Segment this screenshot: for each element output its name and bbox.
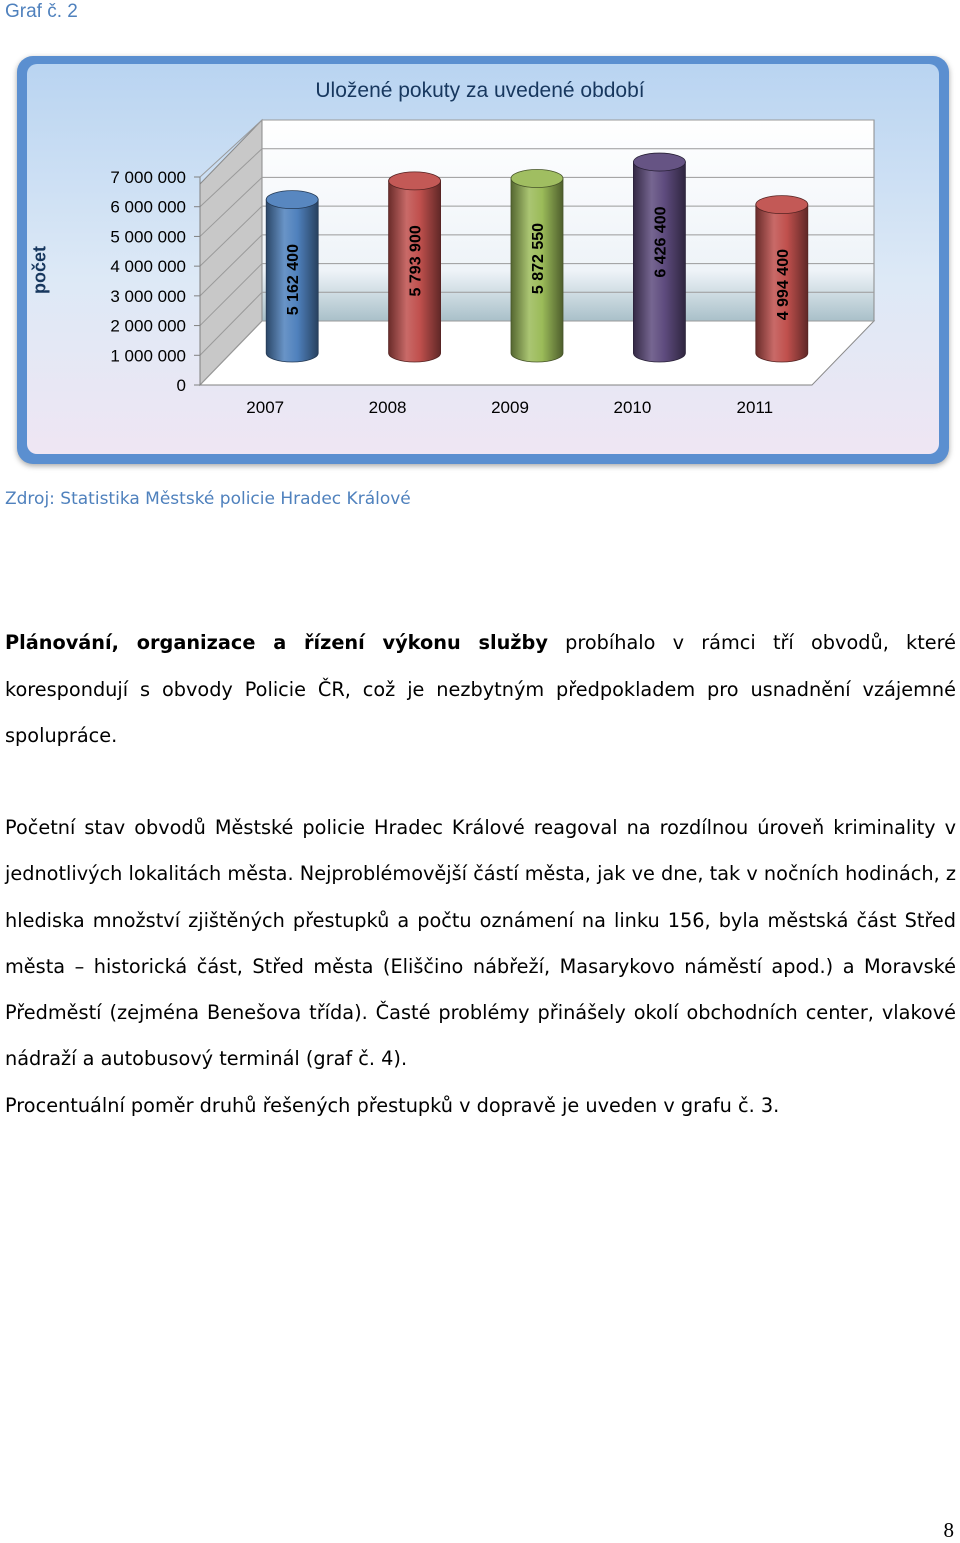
x-tick-label: 2008: [368, 398, 407, 417]
y-tick-label: 6 000 000: [110, 197, 186, 217]
bar-chart: [0, 0, 960, 480]
data-label-2010: 6 426 400: [652, 206, 670, 278]
x-tick-label: 2007: [246, 398, 285, 417]
y-tick-label: 5 000 000: [110, 227, 186, 247]
data-label-2008: 5 793 900: [407, 225, 425, 297]
y-tick-label: 4 000 000: [110, 257, 186, 277]
paragraph-districts: [5, 805, 956, 1129]
x-tick-label: 2009: [491, 398, 529, 417]
bar-top-2009: [511, 170, 563, 188]
y-axis-label: počet: [29, 245, 50, 295]
paragraph-planning-rest: probíhalo v rámci tří obvodů, které korespondují s obvody Policie ČR, což je nezbytným předpokladem pro usnadnění vzájemné spolupráce.: [5, 631, 956, 747]
page-number: 8: [943, 1518, 954, 1542]
paragraph-ratio-text: Procentuální poměr druhů řešených přestupků v dopravě je uveden v grafu č. 3.: [5, 1093, 780, 1117]
x-tick-label: 2011: [736, 398, 774, 417]
y-tick-label: 2 000 000: [110, 316, 186, 336]
paragraph-planning-lead: Plánování, organizace a řízení výkonu služby: [5, 631, 548, 654]
source-note: Zdroj: Statistika Městské policie Hradec Králové: [5, 489, 411, 509]
data-label-2011: 4 994 400: [774, 249, 792, 321]
graph-caption: Graf č. 2: [5, 1, 78, 22]
data-label-2007: 5 162 400: [285, 244, 303, 316]
y-tick-label: 1 000 000: [110, 346, 186, 366]
y-tick-label: 7 000 000: [110, 168, 186, 187]
y-tick-label: 3 000 000: [110, 286, 186, 306]
bar-top-2010: [633, 153, 685, 171]
paragraph-planning: [5, 620, 956, 760]
bar-top-2011: [756, 196, 808, 214]
bar-top-2008: [389, 172, 441, 190]
data-label-2009: 5 872 550: [530, 222, 547, 295]
x-tick-label: 2010: [613, 398, 652, 417]
paragraph-districts-text: Početní stav obvodů Městské policie Hradec Králové reagoval na rozdílnou úroveň kriminality v jednotlivých lokalitách města. Nejproblémovější částí města, jak ve dne, tak v nočních hodinách, z hlediska množství zjištěných přestupků a počtu oznámení na linku 156, byla městská část Střed města – historická část, Střed města (Eliščino nábřeží, Masarykovo náměstí apod.) a Moravské Předměstí (zejména Benešova třída). Časté problémy přinášely okolí obchodních center, vlakové nádraží a autobusový terminál (graf č. 4).: [5, 816, 956, 1071]
y-tick-label: 0: [176, 376, 186, 395]
bar-top-2007: [266, 191, 318, 209]
chart-title: Uložené pokuty za uvedené období: [315, 79, 645, 102]
